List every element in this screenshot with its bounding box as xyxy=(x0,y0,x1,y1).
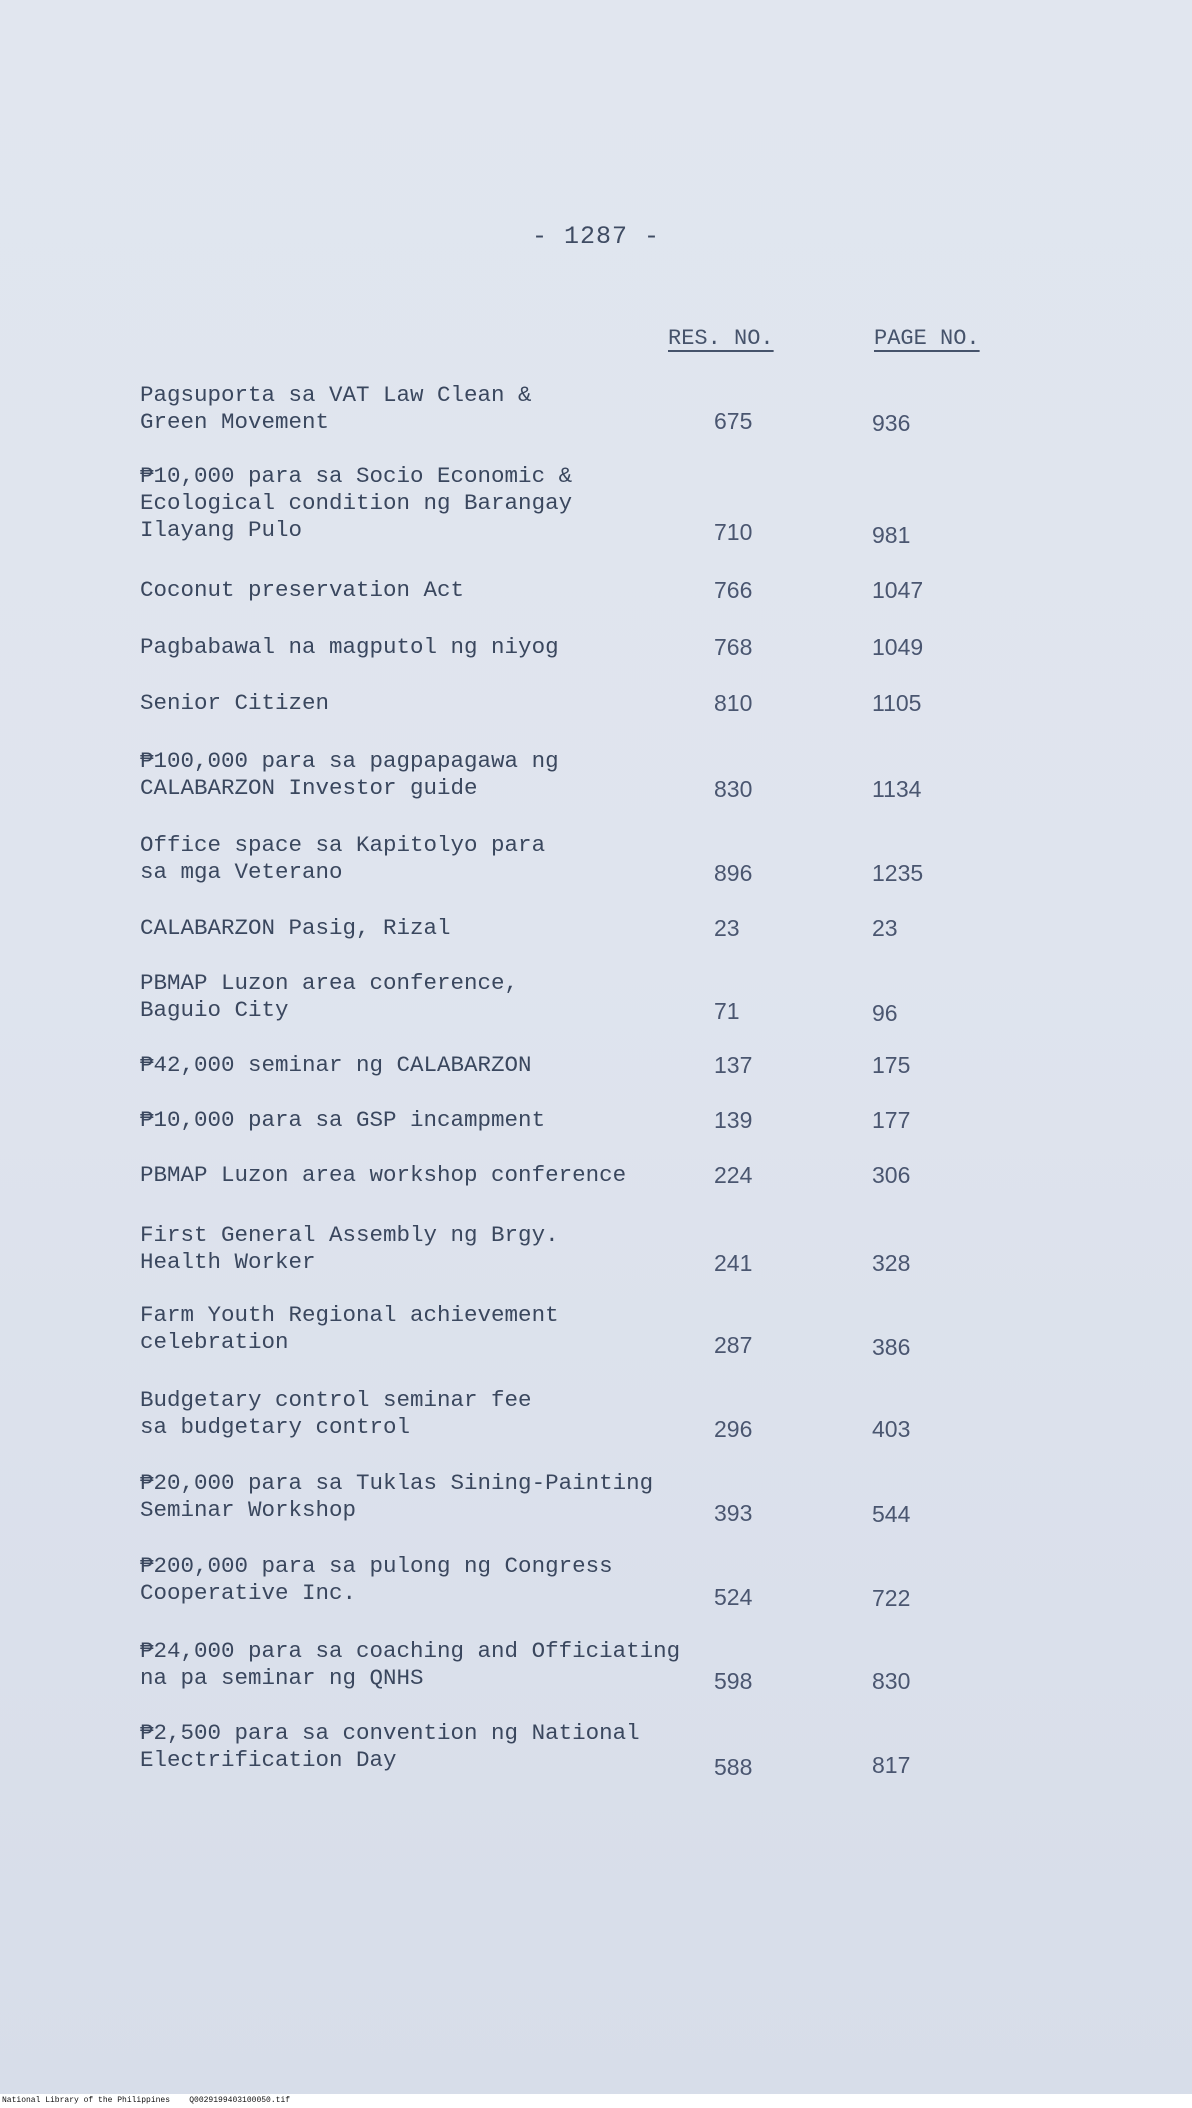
column-header-page-no: PAGE NO. xyxy=(874,326,980,351)
entry-page-no: 177 xyxy=(872,1107,911,1133)
entry-page-no: 1049 xyxy=(872,634,924,660)
entry-res-no: 768 xyxy=(714,634,753,660)
entry-description: Farm Youth Regional achievement celebration xyxy=(140,1302,559,1355)
entry-page-no: 1047 xyxy=(872,577,924,603)
entry-res-no: 675 xyxy=(714,408,753,434)
entry-page-no: 403 xyxy=(872,1416,911,1442)
entry-description: ₱200,000 para sa pulong ng Congress Cooperative Inc. xyxy=(140,1553,613,1606)
entry-res-no: 71 xyxy=(714,998,740,1024)
entry-page-no: 1134 xyxy=(872,776,922,802)
entry-res-no: 241 xyxy=(714,1250,753,1276)
entry-description: PBMAP Luzon area workshop conference xyxy=(140,1162,627,1188)
entry-res-no: 766 xyxy=(714,577,753,603)
entry-description: ₱42,000 seminar ng CALABARZON xyxy=(140,1052,532,1078)
entry-res-no: 393 xyxy=(714,1500,753,1526)
entry-description: CALABARZON Pasig, Rizal xyxy=(140,915,451,941)
entry-page-no: 722 xyxy=(872,1585,911,1611)
entry-page-no: 544 xyxy=(872,1501,911,1527)
entry-description: PBMAP Luzon area conference, Baguio City xyxy=(140,970,519,1023)
entry-res-no: 588 xyxy=(714,1754,753,1780)
entry-page-no: 96 xyxy=(872,1000,898,1026)
entry-description: Office space sa Kapitolyo para sa mga Veterano xyxy=(140,832,546,885)
entry-description: First General Assembly ng Brgy. Health Worker xyxy=(140,1222,559,1275)
entry-description: ₱24,000 para sa coaching and Officiating na pa seminar ng QNHS xyxy=(140,1638,681,1691)
entry-page-no: 306 xyxy=(872,1162,911,1188)
entry-description: ₱20,000 para sa Tuklas Sining-Painting Seminar Workshop xyxy=(140,1470,654,1523)
entry-page-no: 328 xyxy=(872,1250,911,1276)
entry-res-no: 710 xyxy=(714,519,753,545)
entry-page-no: 936 xyxy=(872,410,911,436)
entry-description: ₱100,000 para sa pagpapagawa ng CALABARZON Investor guide xyxy=(140,748,559,801)
entry-page-no: 23 xyxy=(872,915,898,941)
entry-page-no: 175 xyxy=(872,1052,911,1078)
entry-res-no: 287 xyxy=(714,1332,753,1358)
entry-res-no: 224 xyxy=(714,1162,753,1188)
entry-description: Pagbabawal na magputol ng niyog xyxy=(140,634,559,660)
entry-description: Coconut preservation Act xyxy=(140,577,465,603)
entry-page-no: 1105 xyxy=(872,690,922,716)
page-number: - 1287 - xyxy=(531,222,661,251)
entry-res-no: 137 xyxy=(714,1052,753,1078)
entry-description: ₱10,000 para sa GSP incampment xyxy=(140,1107,546,1133)
entry-res-no: 139 xyxy=(714,1107,753,1133)
entry-page-no: 830 xyxy=(872,1668,911,1694)
entry-res-no: 524 xyxy=(714,1584,753,1610)
entry-res-no: 830 xyxy=(714,776,753,802)
entry-description: ₱10,000 para sa Socio Economic & Ecological condition ng Barangay Ilayang Pulo xyxy=(140,463,573,543)
entry-description: Pagsuporta sa VAT Law Clean & Green Movement xyxy=(140,382,532,435)
scan-footer: National Library of the Philippines Q0029199403100050.tif xyxy=(0,2094,1192,2108)
entry-page-no: 981 xyxy=(872,522,911,548)
entry-page-no: 1235 xyxy=(872,860,924,886)
column-header-res-no: RES. NO. xyxy=(668,326,774,351)
entry-res-no: 810 xyxy=(714,690,753,716)
entry-page-no: 817 xyxy=(872,1752,911,1778)
entry-description: ₱2,500 para sa convention ng National Electrification Day xyxy=(140,1720,640,1773)
entry-res-no: 296 xyxy=(714,1416,753,1442)
entry-res-no: 23 xyxy=(714,915,740,941)
entry-res-no: 598 xyxy=(714,1668,753,1694)
entry-description: Senior Citizen xyxy=(140,690,330,716)
entry-res-no: 896 xyxy=(714,860,753,886)
entry-description: Budgetary control seminar fee sa budgetary control xyxy=(140,1387,532,1440)
entry-page-no: 386 xyxy=(872,1334,911,1360)
